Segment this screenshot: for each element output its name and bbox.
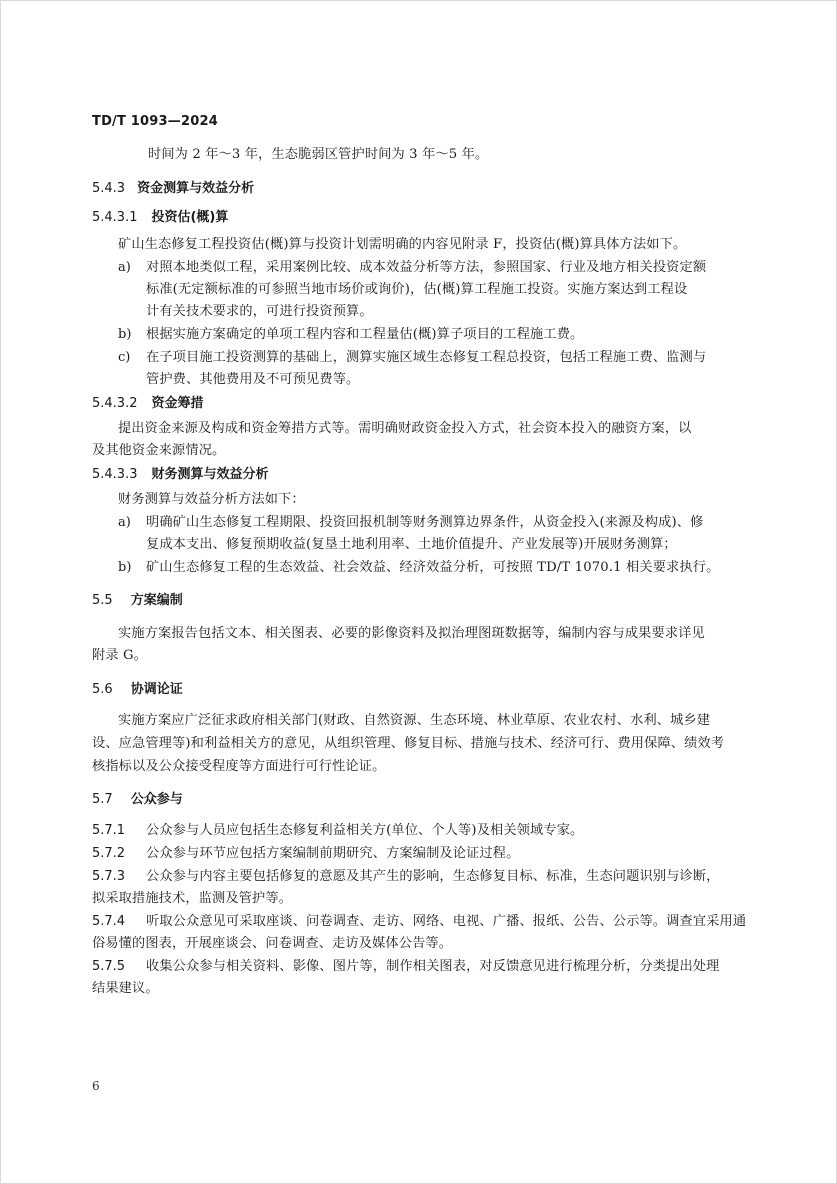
clause-5-7-5 <box>92 958 125 976</box>
list-item-line: 管护费、其他费用及不可预见费等。 <box>146 372 360 387</box>
heading-5-5 <box>92 592 183 610</box>
heading-title: 财务测算与效益分析 <box>151 467 269 482</box>
clause-number: 5.7.4 <box>92 914 126 929</box>
list-item-line: 标准(无定额标准的可参照当地市场价或询价)，估(概)算工程施工投资。实施方案达到工程设 <box>146 282 688 297</box>
clause-5-7-1 <box>92 822 125 840</box>
heading-5-4-3 <box>92 180 254 198</box>
heading-title: 资金测算与效益分析 <box>137 181 255 196</box>
paragraph-line: 提出资金来源及构成和资金筹措方式等。需明确财政资金投入方式，社会资本投入的融资方案，以 <box>118 421 692 436</box>
clause-line: 俗易懂的图表，开展座谈会、问卷调查、走访及媒体公告等。 <box>92 936 453 951</box>
paragraph-line: 附录 G。 <box>92 648 148 663</box>
paragraph-line: 实施方案报告包括文本、相关图表、必要的影像资料及拟治理图斑数据等，编制内容与成果要求详见 <box>118 626 705 641</box>
continued-paragraph: 时间为 2 年～3 年，生态脆弱区管护时间为 3 年～5 年。 <box>148 147 489 162</box>
list-label: b) <box>118 560 132 575</box>
heading-5-4-3-1 <box>92 209 228 227</box>
clause-line: 听取公众意见可采取座谈、问卷调查、走访、网络、电视、广播、报纸、公告、公示等。调查宜采用通 <box>146 914 747 929</box>
heading-title: 协调论证 <box>130 682 183 697</box>
heading-title: 方案编制 <box>130 593 183 608</box>
heading-number: 5.7 <box>92 792 113 807</box>
list-label: b) <box>118 327 132 342</box>
list-item-line: 计有关技术要求的，可进行投资预算。 <box>146 304 373 319</box>
paragraph-line: 设、应急管理等)和利益相关方的意见，从组织管理、修复目标、措施与技术、经济可行、费用保障、绩效考 <box>92 736 725 751</box>
paragraph-line: 财务测算与效益分析方法如下： <box>118 492 305 507</box>
clause-5-7-2 <box>92 845 125 863</box>
heading-5-7 <box>92 791 183 809</box>
list-item-line: 矿山生态修复工程的生态效益、社会效益、经济效益分析，可按照 TD/T 1070.1 相关要求执行。 <box>146 560 720 575</box>
clause-line: 公众参与环节应包括方案编制前期研究、方案编制及论证过程。 <box>146 846 520 861</box>
list-item-line: 明确矿山生态修复工程期限、投资回报机制等财务测算边界条件，从资金投入(来源及构成)、修 <box>146 515 704 530</box>
clause-5-7-4 <box>92 913 125 931</box>
heading-5-6 <box>92 681 183 699</box>
clause-line: 拟采取措施技术，监测及管护等。 <box>92 891 293 906</box>
clause-line: 公众参与内容主要包括修复的意愿及其产生的影响，生态修复目标、标准，生态问题识别与诊断， <box>146 869 720 884</box>
clause-line: 收集公众参与相关资料、影像、图片等，制作相关图表，对反馈意见进行梳理分析，分类提出处理 <box>146 959 720 974</box>
heading-number: 5.4.3.2 <box>92 396 138 411</box>
heading-5-4-3-2 <box>92 395 204 413</box>
paragraph-line: 核指标以及公众接受程度等方面进行可行性论证。 <box>92 759 386 774</box>
clause-line: 公众参与人员应包括生态修复利益相关方(单位、个人等)及相关领域专家。 <box>146 823 584 838</box>
heading-title: 投资估(概)算 <box>151 210 229 225</box>
list-item-line: 根据实施方案确定的单项工程内容和工程量估(概)算子项目的工程施工费。 <box>146 327 584 342</box>
heading-number: 5.4.3 <box>92 181 126 196</box>
paragraph-line: 矿山生态修复工程投资估(概)算与投资计划需明确的内容见附录 F，投资估(概)算具体方法如下。 <box>118 237 687 252</box>
paragraph-line: 及其他资金来源情况。 <box>92 443 226 458</box>
clause-5-7-3 <box>92 868 125 886</box>
heading-title: 公众参与 <box>130 792 183 807</box>
heading-number: 5.4.3.3 <box>92 467 138 482</box>
clause-line: 结果建议。 <box>92 981 159 996</box>
list-item-line: 对照本地类似工程，采用案例比较、成本效益分析等方法，参照国家、行业及地方相关投资定额 <box>146 260 707 275</box>
heading-5-4-3-3 <box>92 466 269 484</box>
page-number: 6 <box>92 1079 100 1093</box>
list-label: a) <box>118 515 131 530</box>
heading-number: 5.4.3.1 <box>92 210 138 225</box>
list-label: a) <box>118 260 131 275</box>
list-label: c) <box>118 350 131 365</box>
clause-number: 5.7.2 <box>92 846 126 861</box>
heading-title: 资金筹措 <box>151 396 204 411</box>
heading-number: 5.6 <box>92 682 113 697</box>
list-item-line: 在子项目施工投资测算的基础上，测算实施区域生态修复工程总投资，包括工程施工费、监测与 <box>146 350 707 365</box>
heading-number: 5.5 <box>92 593 113 608</box>
clause-number: 5.7.1 <box>92 823 126 838</box>
list-item-line: 复成本支出、修复预期收益(复垦土地利用率、土地价值提升、产业发展等)开展财务测算； <box>146 537 677 552</box>
clause-number: 5.7.3 <box>92 869 126 884</box>
paragraph-line: 实施方案应广泛征求政府相关部门(财政、自然资源、生态环境、林业草原、农业农村、水利、城乡建 <box>118 713 711 728</box>
standard-code-header: TD/T 1093—2024 <box>92 114 218 129</box>
clause-number: 5.7.5 <box>92 959 126 974</box>
